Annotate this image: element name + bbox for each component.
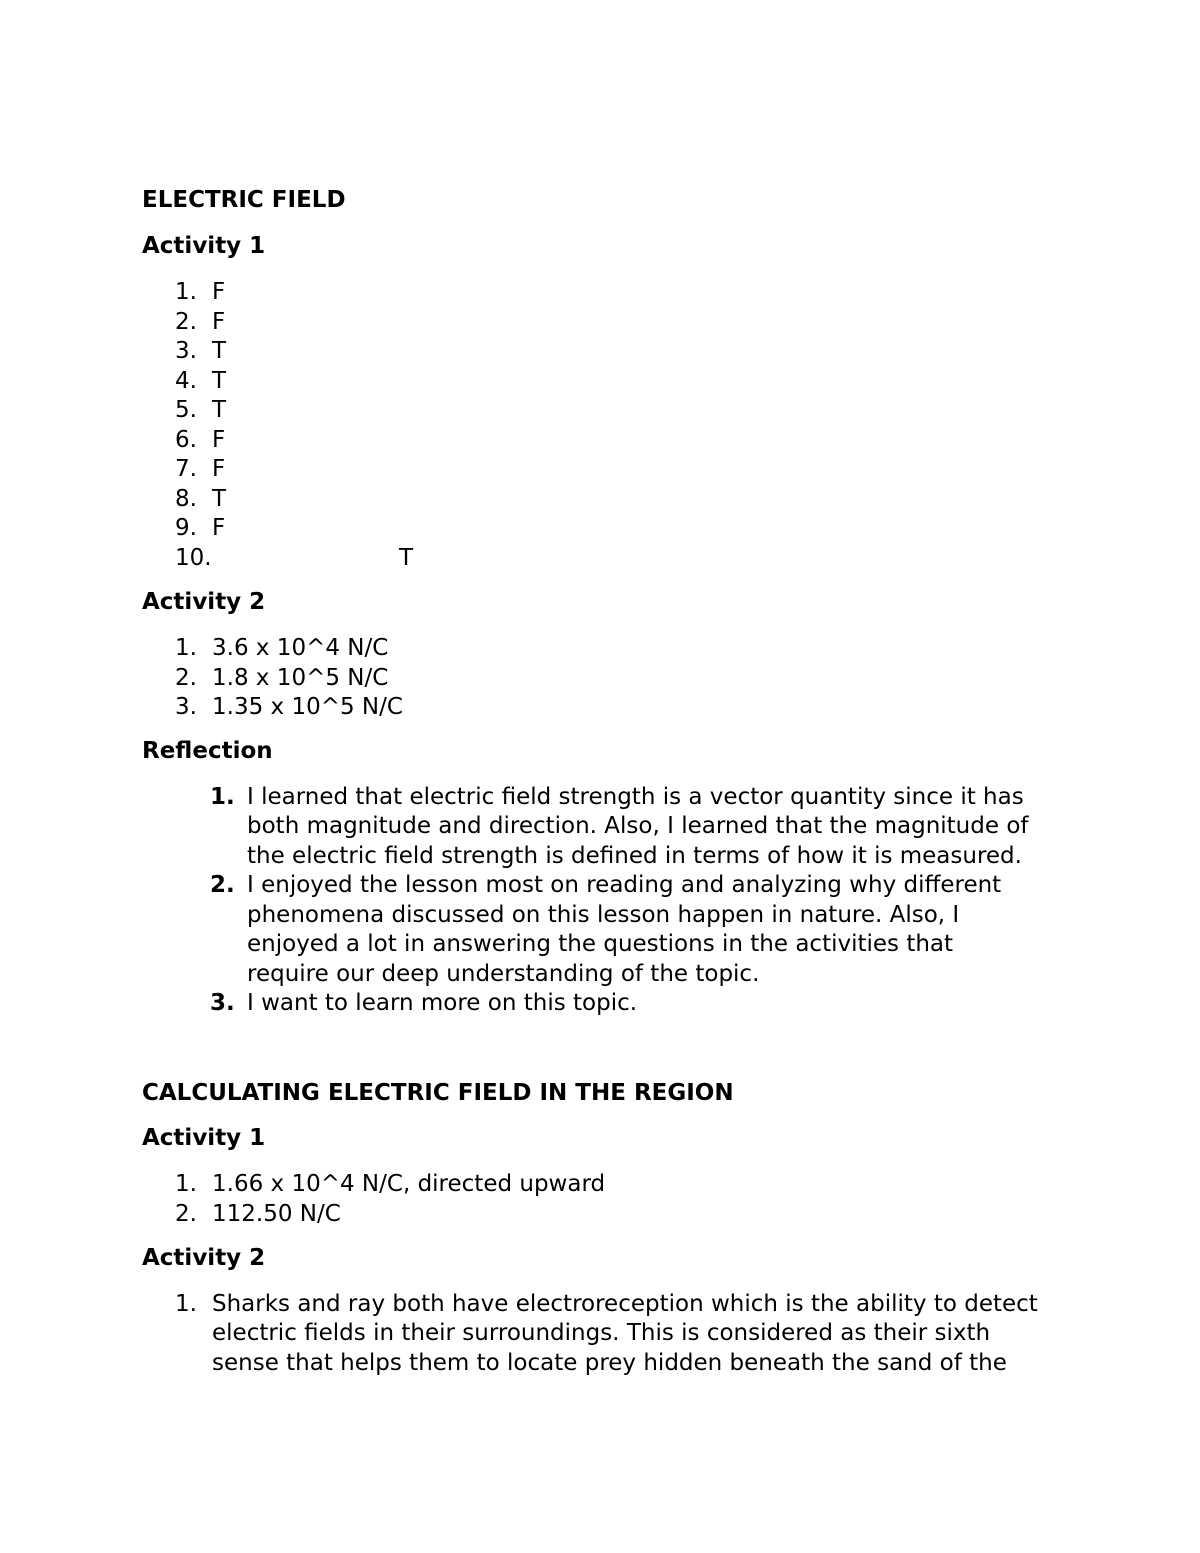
section-title: CALCULATING ELECTRIC FIELD IN THE REGION — [142, 1080, 734, 1106]
activity-heading: Activity 2 — [142, 589, 266, 615]
reflection-heading: Reflection — [142, 738, 273, 764]
activity-heading: Activity 2 — [142, 1245, 266, 1271]
document-page: ELECTRIC FIELD Activity 1 1. F 2. F 3. T 4. T 5. T 6. F 7. F 8. T 9. F 10. T Activity 2 1. 3.6 x 10^4 N/C 2. 1.8 x 10^5 N/C 3. 1.35 x 10^5 N/C Reflection 1. I learned that electric field strength is a vector quantity since it has both magnitude and direction. Also, I learned that the magnitude of the electric field strength is defined in terms of how it is measured. 2. I enjoyed the lesson most on reading and analyzing why different phenomena discussed on this lesson happen in nature. Also, I enjoyed a lot in answering the questions in the activities that require our deep understanding of the topic. 3. I want to learn more on this topic. CALCULATING ELECTRIC FIELD IN THE REGION Activity 1 1. 1.66 x 10^4 N/C, directed upward 2. 112.50 N/C Activity 2 1. Sharks and ray both have electroreception which is the ability to detect electric fields in their surroundings. This is considered as their sixth sense that helps them to locate prey hidden beneath the sand of the — [142, 187, 1038, 1376]
activity-heading: Activity 1 — [142, 1125, 266, 1151]
section-title: ELECTRIC FIELD — [142, 187, 346, 213]
activity-heading: Activity 1 — [142, 233, 266, 259]
